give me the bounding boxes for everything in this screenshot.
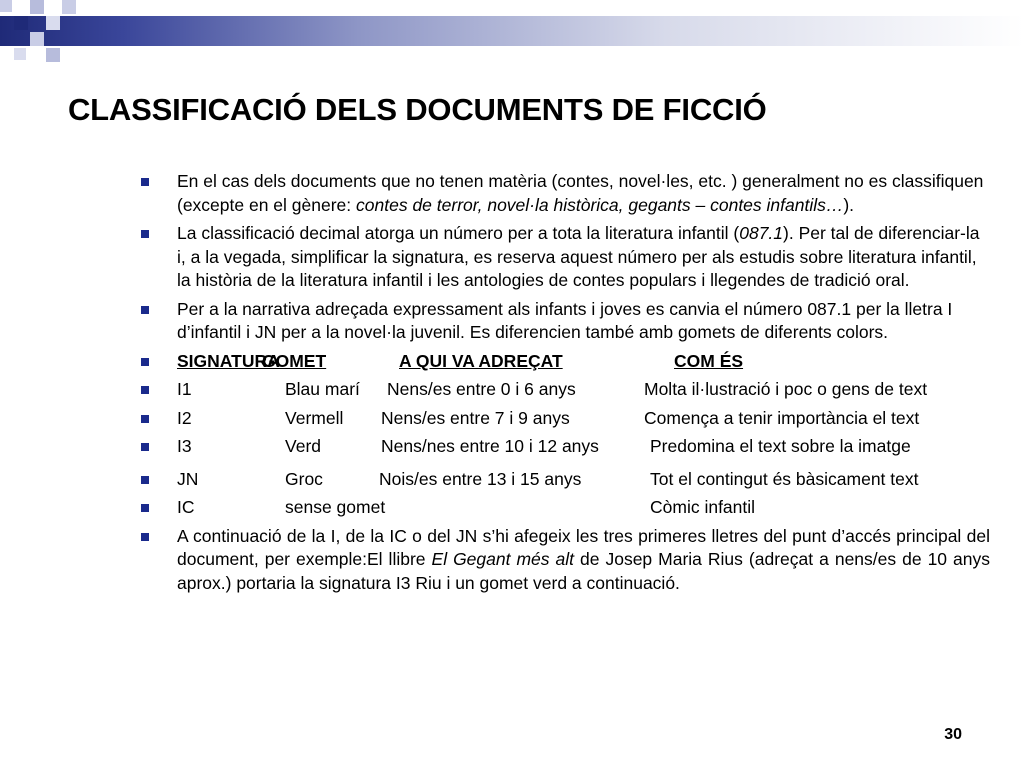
decor-square-light (30, 32, 44, 46)
decor-square-light (30, 0, 44, 14)
cell-gomet: Verd (285, 436, 321, 456)
decor-square-light (14, 48, 26, 60)
bullet-signature-example: A continuació de la I, de la IC o del JN s’hi afegeix les tres primeres lletres del punt d’accés principal del document, per exemple:El llibre El Gegant més alt de Josep Maria Rius (adreçat a nens/es de 10 anys aprox.) portaria la signatura I3 Riu i un gomet verd a continuació. (134, 525, 990, 596)
header-signatura: SIGNATURA (177, 350, 280, 371)
slide-content (134, 170, 990, 600)
table-row (134, 407, 990, 431)
bullet-narrative-signature: Per a la narrativa adreçada expressament als infants i joves es canvia el número 087.1 per la lletra I d’infantil i JN per a la novel·la juvenil. Es diferencien també amb gomets de diferents colors. (134, 298, 990, 345)
cell-signatura: I1 (177, 379, 192, 399)
decor-square-light (46, 16, 60, 30)
decor-square-light (0, 0, 12, 12)
decor-square-navy (14, 16, 28, 30)
cell-signatura: I2 (177, 407, 192, 428)
bullet-classification-intro: En el cas dels documents que no tenen matèria (contes, novel·les, etc. ) generalment no es classifiquen (excepte en el gènere: contes de terror, novel·la històrica, gegants – contes infantils…). (134, 170, 990, 217)
cell-a-qui: Nens/es entre 7 i 9 anys (381, 407, 570, 428)
slide-title: CLASSIFICACIÓ DELS DOCUMENTS DE FICCIÓ (68, 92, 767, 127)
header-band (0, 16, 1024, 46)
header-com-es: COM ÉS (674, 350, 744, 371)
cell-gomet: Groc (285, 468, 323, 489)
cell-gomet: Vermell (285, 407, 344, 428)
bullet-decimal-classification: La classificació decimal atorga un número per a tota la literatura infantil (087.1). Per tal de diferenciar-la i, a la vegada, simplificar la signatura, es reserva aquest número per als estudis sobre literatura infantil, la història de la literatura infantil i les antologies de contes populars i llegendes de tradició oral. (134, 222, 990, 293)
cell-signatura: JN (177, 468, 199, 489)
cell-com-es: Comença a tenir importància el text (644, 407, 920, 428)
cell-com-es: Molta il·lustració i poc o gens de text (644, 379, 928, 399)
header-gomet: GOMET (262, 350, 327, 371)
cell-com-es: Tot el contingut és bàsicament text (650, 468, 919, 489)
cell-a-qui: Nens/nes entre 10 i 12 anys (381, 436, 599, 456)
table-row (134, 496, 990, 520)
cell-gomet: sense gomet (285, 497, 386, 517)
cell-a-qui: Nens/es entre 0 i 6 anys (387, 379, 576, 399)
cell-signatura: IC (177, 497, 195, 517)
cell-signatura: I3 (177, 436, 192, 456)
cell-a-qui: Nois/es entre 13 i 15 anys (379, 468, 582, 489)
table-row (134, 468, 990, 492)
header-a-qui: A QUI VA ADREÇAT (399, 350, 563, 371)
decor-square-light (46, 48, 60, 62)
cell-gomet: Blau marí (285, 379, 360, 399)
cell-com-es: Predomina el text sobre la imatge (650, 436, 911, 456)
page-number: 30 (944, 726, 962, 743)
table-row (134, 378, 990, 402)
cell-com-es: Còmic infantil (650, 497, 756, 517)
table-row (134, 435, 990, 459)
table-header-row (134, 350, 990, 374)
decor-square-light (62, 0, 76, 14)
